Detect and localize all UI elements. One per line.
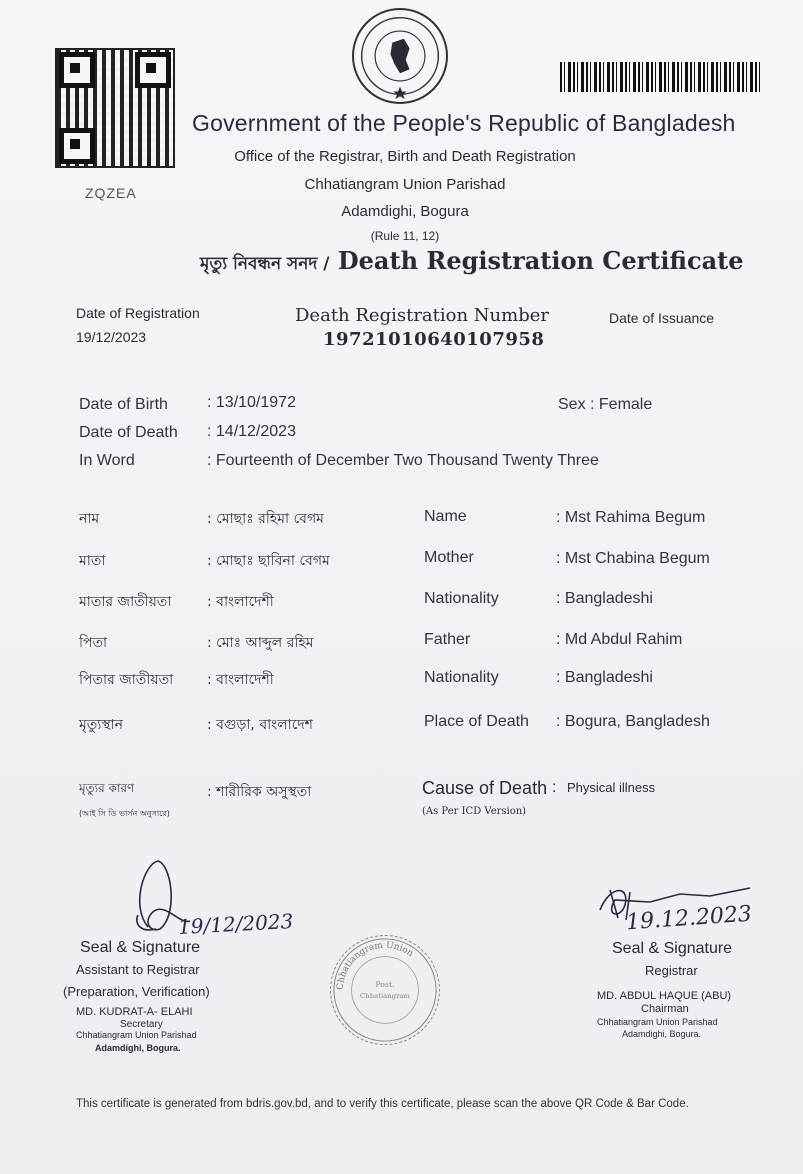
name-label-en: Name bbox=[424, 508, 467, 525]
mother-label-en: Mother bbox=[424, 549, 474, 566]
assistant-seal-label: Seal & Signature bbox=[80, 939, 201, 956]
registrar-stamp-name: MD. ABDUL HAQUE (ABU) bbox=[597, 990, 732, 1002]
cause-colon: : bbox=[552, 779, 557, 796]
cause-value-bn: : শারীরিক অসুস্থতা bbox=[207, 784, 312, 800]
union-name: Chhatiangram Union Parishad bbox=[304, 176, 506, 193]
registrar-stamp-place: Adamdighi, Bogura. bbox=[622, 1029, 702, 1039]
cause-sub-en: (As Per ICD Version) bbox=[422, 806, 527, 817]
dod-value: : 14/12/2023 bbox=[207, 423, 296, 440]
stamp-inner-line-1: Post. bbox=[375, 980, 395, 990]
office-name: Office of the Registrar, Birth and Death Registration bbox=[234, 148, 576, 165]
mother-nationality-value-en: : Bangladeshi bbox=[556, 590, 653, 607]
registrar-stamp-org: Chhatiangram Union Parishad bbox=[597, 1017, 718, 1027]
father-nationality-label-en: Nationality bbox=[424, 669, 499, 686]
father-nationality-value-bn: : বাংলাদেশী bbox=[207, 672, 274, 688]
place-of-death-label-bn: মৃত্যুস্থান bbox=[79, 717, 124, 733]
name-value-en: : Mst Rahima Begum bbox=[556, 509, 706, 526]
upazila-name: Adamdighi, Bogura bbox=[341, 203, 469, 220]
father-value-bn: : মোঃ আব্দুল রহিম bbox=[207, 635, 314, 651]
mother-nationality-label-en: Nationality bbox=[424, 590, 499, 607]
registration-date-label: Date of Registration bbox=[76, 305, 200, 321]
footer-verification-note: This certificate is generated from bdris.gov.bd, and to verify this certificate, please scan the above QR Code & Bar Code. bbox=[76, 1098, 689, 1110]
father-nationality-label-bn: পিতার জাতীয়তা bbox=[79, 672, 174, 688]
assistant-stamp-place: Adamdighi, Bogura. bbox=[95, 1043, 181, 1053]
certificate-title-bn: মৃত্যু নিবন্ধন সনদ / bbox=[200, 254, 330, 274]
registrar-stamp-title: Chairman bbox=[641, 1003, 689, 1015]
dob-label: Date of Birth bbox=[79, 396, 168, 413]
assistant-handwritten-date: 19/12/2023 bbox=[177, 908, 294, 940]
name-value-bn: : মোছাঃ রহিমা বেগম bbox=[207, 511, 324, 527]
assistant-stamp-title: Secretary bbox=[120, 1019, 163, 1030]
place-of-death-label-en: Place of Death bbox=[424, 713, 529, 730]
name-label-bn: নাম bbox=[79, 511, 100, 527]
assistant-stamp-org: Chhatiangram Union Parishad bbox=[76, 1030, 197, 1040]
father-label-bn: পিতা bbox=[79, 635, 108, 651]
mother-value-en: : Mst Chabina Begum bbox=[556, 550, 710, 567]
cause-label-en: Cause of Death bbox=[422, 778, 548, 798]
certificate-title-en: Death Registration Certificate bbox=[337, 246, 744, 275]
inword-value: : Fourteenth of December Two Thousand Twenty Three bbox=[207, 452, 599, 469]
government-seal-icon bbox=[352, 8, 448, 104]
registrar-handwritten-date: 19.12.2023 bbox=[625, 901, 753, 936]
mother-value-bn: : মোছাঃ ছাবিনা বেগম bbox=[207, 553, 330, 569]
registrar-role: Registrar bbox=[645, 963, 698, 978]
stamp-inner-line-2: Chhatiangram bbox=[360, 991, 410, 1000]
father-label-en: Father bbox=[424, 631, 471, 648]
dod-label: Date of Death bbox=[79, 424, 178, 441]
registrar-seal-label: Seal & Signature bbox=[612, 940, 733, 957]
place-of-death-value-bn: : বগুড়া, বাংলাদেশ bbox=[207, 717, 313, 733]
sex-value: Sex : Female bbox=[558, 396, 653, 413]
mother-nationality-label-bn: মাতার জাতীয়তা bbox=[79, 594, 172, 610]
father-value-en: : Md Abdul Rahim bbox=[556, 631, 683, 648]
registration-number-label: Death Registration Number bbox=[295, 305, 549, 326]
registration-date-value: 19/12/2023 bbox=[76, 329, 147, 345]
assistant-role-sub: (Preparation, Verification) bbox=[63, 984, 210, 999]
dob-value: : 13/10/1972 bbox=[207, 394, 296, 411]
rule-reference: (Rule 11, 12) bbox=[370, 229, 440, 243]
cause-value-en: Physical illness bbox=[567, 780, 656, 795]
cause-label-bn: মৃত্যুর কারণ bbox=[79, 781, 135, 795]
registration-number-value: 19721010640107958 bbox=[323, 329, 545, 350]
mother-label-bn: মাতা bbox=[79, 553, 106, 569]
assistant-role: Assistant to Registrar bbox=[76, 962, 200, 977]
qr-caption: ZQZEA bbox=[85, 185, 137, 201]
certificate-title bbox=[200, 246, 743, 279]
barcode bbox=[560, 62, 760, 92]
father-nationality-value-en: : Bangladeshi bbox=[556, 669, 653, 686]
place-of-death-value-en: : Bogura, Bangladesh bbox=[556, 713, 710, 730]
cause-sub-bn: (আই সি ডি ভার্সন অনুসারে) bbox=[79, 809, 170, 818]
inword-label: In Word bbox=[79, 452, 135, 469]
government-title: Government of the People's Republic of Bangladesh bbox=[192, 110, 736, 136]
stamp-ring-text: Chhatiangram Union bbox=[335, 940, 415, 991]
mother-nationality-value-bn: : বাংলাদেশী bbox=[207, 594, 274, 610]
assistant-stamp-name: MD. KUDRAT-A- ELAHI bbox=[76, 1006, 193, 1018]
issuance-date-label: Date of Issuance bbox=[609, 310, 715, 326]
union-parishad-stamp bbox=[330, 935, 440, 1045]
